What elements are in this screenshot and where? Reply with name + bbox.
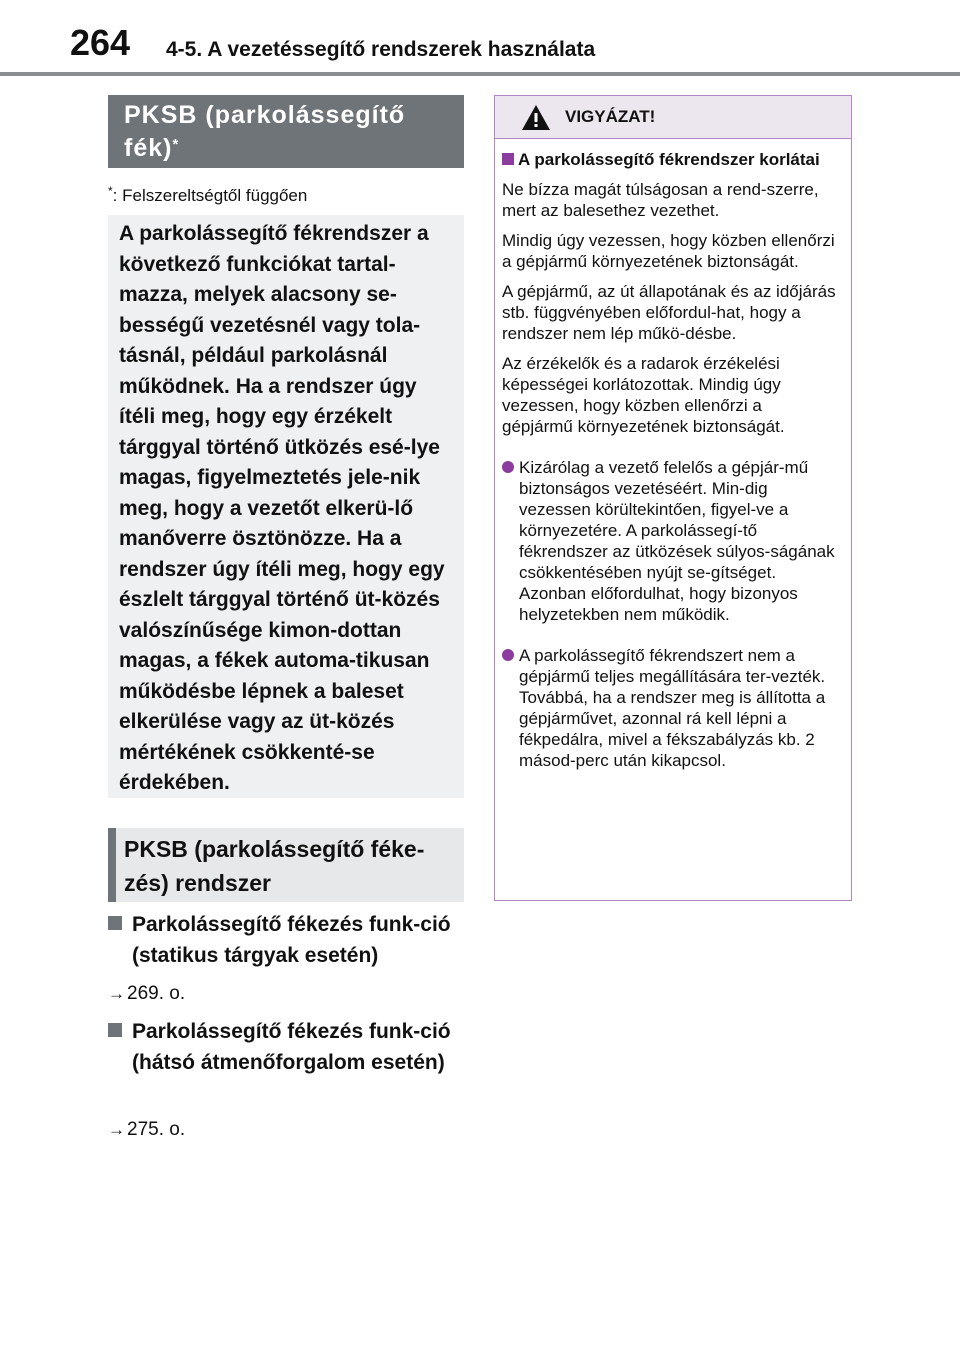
square-bullet-icon bbox=[108, 916, 122, 930]
page-number: 264 bbox=[70, 22, 131, 63]
square-bullet-icon bbox=[108, 1023, 122, 1037]
warning-heading-text: A parkolássegítő fékrendszer korlátai bbox=[518, 150, 820, 169]
page-reference[interactable] bbox=[108, 1119, 185, 1141]
circle-bullet-icon bbox=[502, 461, 514, 473]
warning-triangle-icon bbox=[521, 104, 551, 131]
page-reference[interactable] bbox=[108, 983, 185, 1005]
arrow-right-icon: → bbox=[108, 984, 125, 1003]
section-title: 4-5. A vezetéssegítő rendszerek használata bbox=[166, 38, 596, 61]
warning-paragraph: Ne bízza magát túlságosan a rend-szerre, mert az balesethez vezethet. bbox=[502, 180, 819, 220]
square-bullet-icon bbox=[502, 153, 514, 165]
subheading-text: PKSB (parkolássegítő féke-zés) rendszer bbox=[124, 836, 425, 896]
footnote-mark: * bbox=[108, 184, 113, 198]
item-heading: Parkolássegítő fékezés funk-ció (statikus tárgyak esetén) bbox=[132, 913, 451, 967]
footnote-text: : Felszereltségtől függően bbox=[112, 186, 308, 205]
warning-bullet-text: Kizárólag a vezető felelős a gépjár-mű biztonságos vezetéséért. Min-dig vezessen körültekintően, figyel-ve a környezetére. A parkolássegí-tő fékrendszer az ütközések súlyos-ságának csökkentésében nyújt se-gítséget. Azonban előfordulhat, hogy bizonyos helyzetekben nem működik. bbox=[519, 458, 835, 624]
warning-bullet bbox=[502, 457, 837, 625]
intro-box bbox=[108, 215, 464, 798]
function-item-static bbox=[108, 909, 464, 971]
title-asterisk: * bbox=[172, 136, 180, 153]
page-reference-text: 269. o. bbox=[127, 983, 186, 1004]
item-heading: Parkolássegítő fékezés funk-ció (hátsó átmenőforgalom esetén) bbox=[132, 1020, 451, 1074]
warning-paragraph: Mindig úgy vezessen, hogy közben ellenőrzi a gépjármű környezetének biztonságát. bbox=[502, 231, 835, 271]
footnote bbox=[108, 186, 307, 206]
warning-paragraph: Az érzékelők és a radarok érzékelési képességei korlátozottak. Mindig úgy vezessen, hogy közben ellenőrzi a gépjármű környezetének biztonságát. bbox=[502, 354, 785, 436]
circle-bullet-icon bbox=[502, 649, 514, 661]
warning-header bbox=[495, 96, 851, 139]
system-subheading bbox=[108, 828, 464, 902]
warning-content bbox=[495, 149, 851, 771]
header-divider bbox=[0, 72, 960, 76]
intro-text: A parkolássegítő fékrendszer a következő funkciókat tartal-mazza, melyek alacsony se-bességű vezetésnél vagy tola-tásnál, például parkolásnál működnek. Ha a rendszer úgy ítéli meg, hogy egy érzékelt tárggyal történő ütközés esé-lye magas, figyelmeztetés jele-nik meg, hogy a vezetőt elkerü-lő manőverre ösztönözze. Ha a rendszer úgy ítéli meg, hogy egy észlelt tárggyal történő üt-közés valószínűsége kimon-dottan magas, a fékek automa-tikusan működésbe lépnek a baleset elkerülése vagy az üt-közés mértékének csökkenté-se érdekében. bbox=[119, 222, 445, 794]
function-item-cross-traffic bbox=[108, 1016, 464, 1078]
warning-heading bbox=[502, 149, 837, 170]
warning-title: VIGYÁZAT! bbox=[565, 107, 656, 126]
warning-bullet-text: A parkolássegítő fékrendszert nem a gépjármű teljes megállítására ter-vezték. Továbbá, ha a rendszer meg is állította a gépjárművet, azonnal rá kell lépni a fékpedálra, mivel a fékszabályzás kb. 2 másod-perc után kikapcsol. bbox=[519, 646, 826, 770]
pksb-title: PKSB (parkolássegítő fék) bbox=[124, 101, 406, 162]
pksb-title-box bbox=[108, 95, 464, 168]
page-reference-text: 275. o. bbox=[127, 1119, 186, 1140]
warning-box bbox=[494, 95, 852, 901]
arrow-right-icon: → bbox=[108, 1120, 125, 1139]
warning-bullet bbox=[502, 645, 837, 771]
warning-paragraph: A gépjármű, az út állapotának és az időjárás stb. függvényében előfordul-hat, hogy a rendszer nem lép műkö-désbe. bbox=[502, 282, 836, 343]
